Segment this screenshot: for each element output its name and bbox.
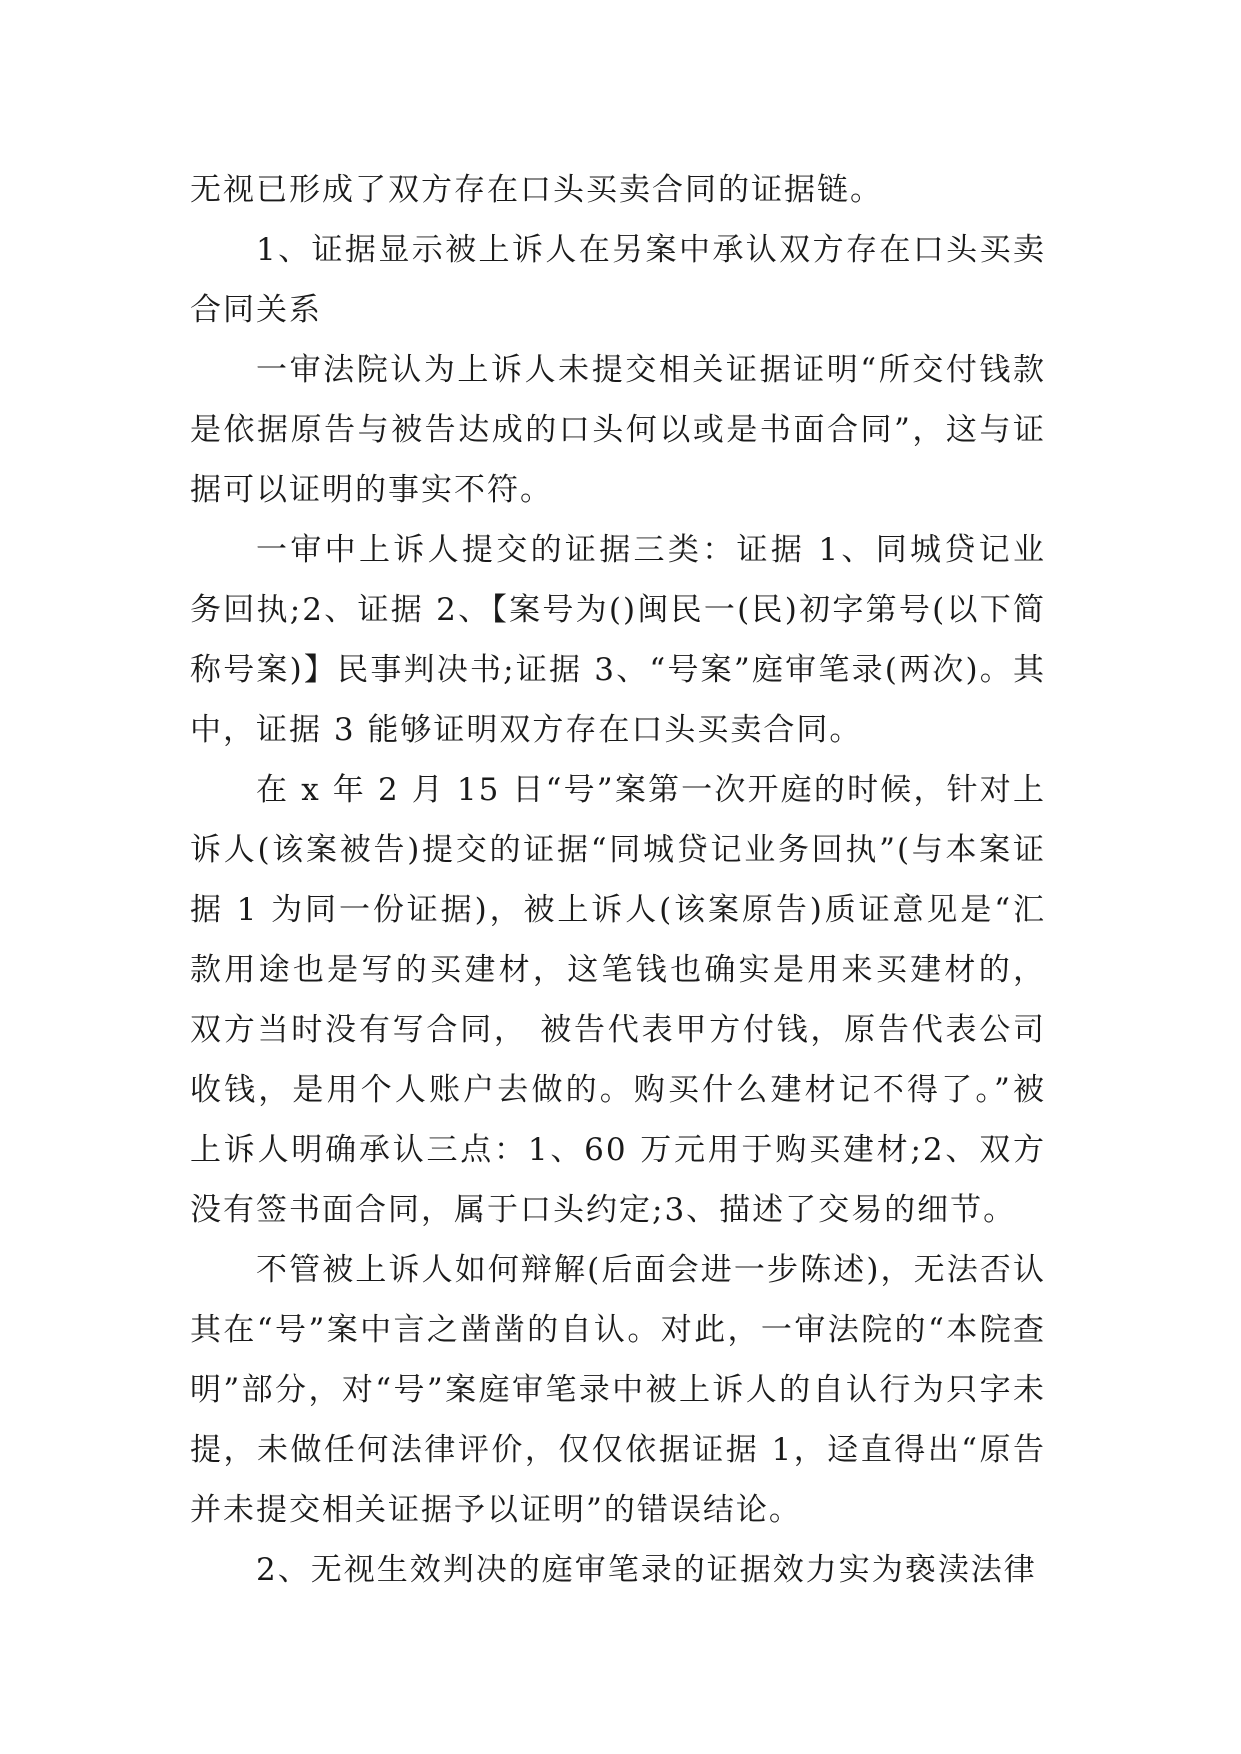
document-body xyxy=(190,160,1046,1600)
paragraph-heading-2: 2、无视生效判决的庭审笔录的证据效力实为亵渎法律 xyxy=(256,1552,1037,1588)
paragraph-hearing-record: 在 x 年 2 月 15 日“号”案第一次开庭的时候，针对上诉人(该案被告)提交的证据“同城贷记业务回执”(与本案证据 1 为同一份证据)，被上诉人(该案原告)质证意见是“汇款用途也是写的买建材，这笔钱也确实是用来买建材的，双方当时没有写合同， 被告代表甲方付钱，原告代表公司收钱，是用个人账户去做的。购买什么建材记不得了。”被上诉人明确承认三点：1、60 万元用于购买建材;2、双方没有签书面合同，属于口头约定;3、描述了交易的细节。 xyxy=(190,772,1046,1228)
paragraph-admission: 不管被上诉人如何辩解(后面会进一步陈述)，无法否认其在“号”案中言之凿凿的自认。对此，一审法院的“本院查明”部分，对“号”案庭审笔录中被上诉人的自认行为只字未提，未做任何法律评价，仅仅依据证据 1，迳直得出“原告并未提交相关证据予以证明”的错误结论。 xyxy=(190,1252,1046,1528)
paragraph-court-opinion: 一审法院认为上诉人未提交相关证据证明“所交付钱款是依据原告与被告达成的口头何以或是书面合同”，这与证据可以证明的事实不符。 xyxy=(190,352,1046,508)
paragraph-evidence-list: 一审中上诉人提交的证据三类：证据 1、同城贷记业务回执;2、证据 2、【案号为()闽民一(民)初字第号(以下简称号案)】民事判决书;证据 3、“号案”庭审笔录(两次)。其中，证据 3 能够证明双方存在口头买卖合同。 xyxy=(190,532,1046,748)
paragraph-heading-1: 1、证据显示被上诉人在另案中承认双方存在口头买卖合同关系 xyxy=(190,232,1046,328)
paragraph-continuation: 无视已形成了双方存在口头买卖合同的证据链。 xyxy=(190,172,883,208)
